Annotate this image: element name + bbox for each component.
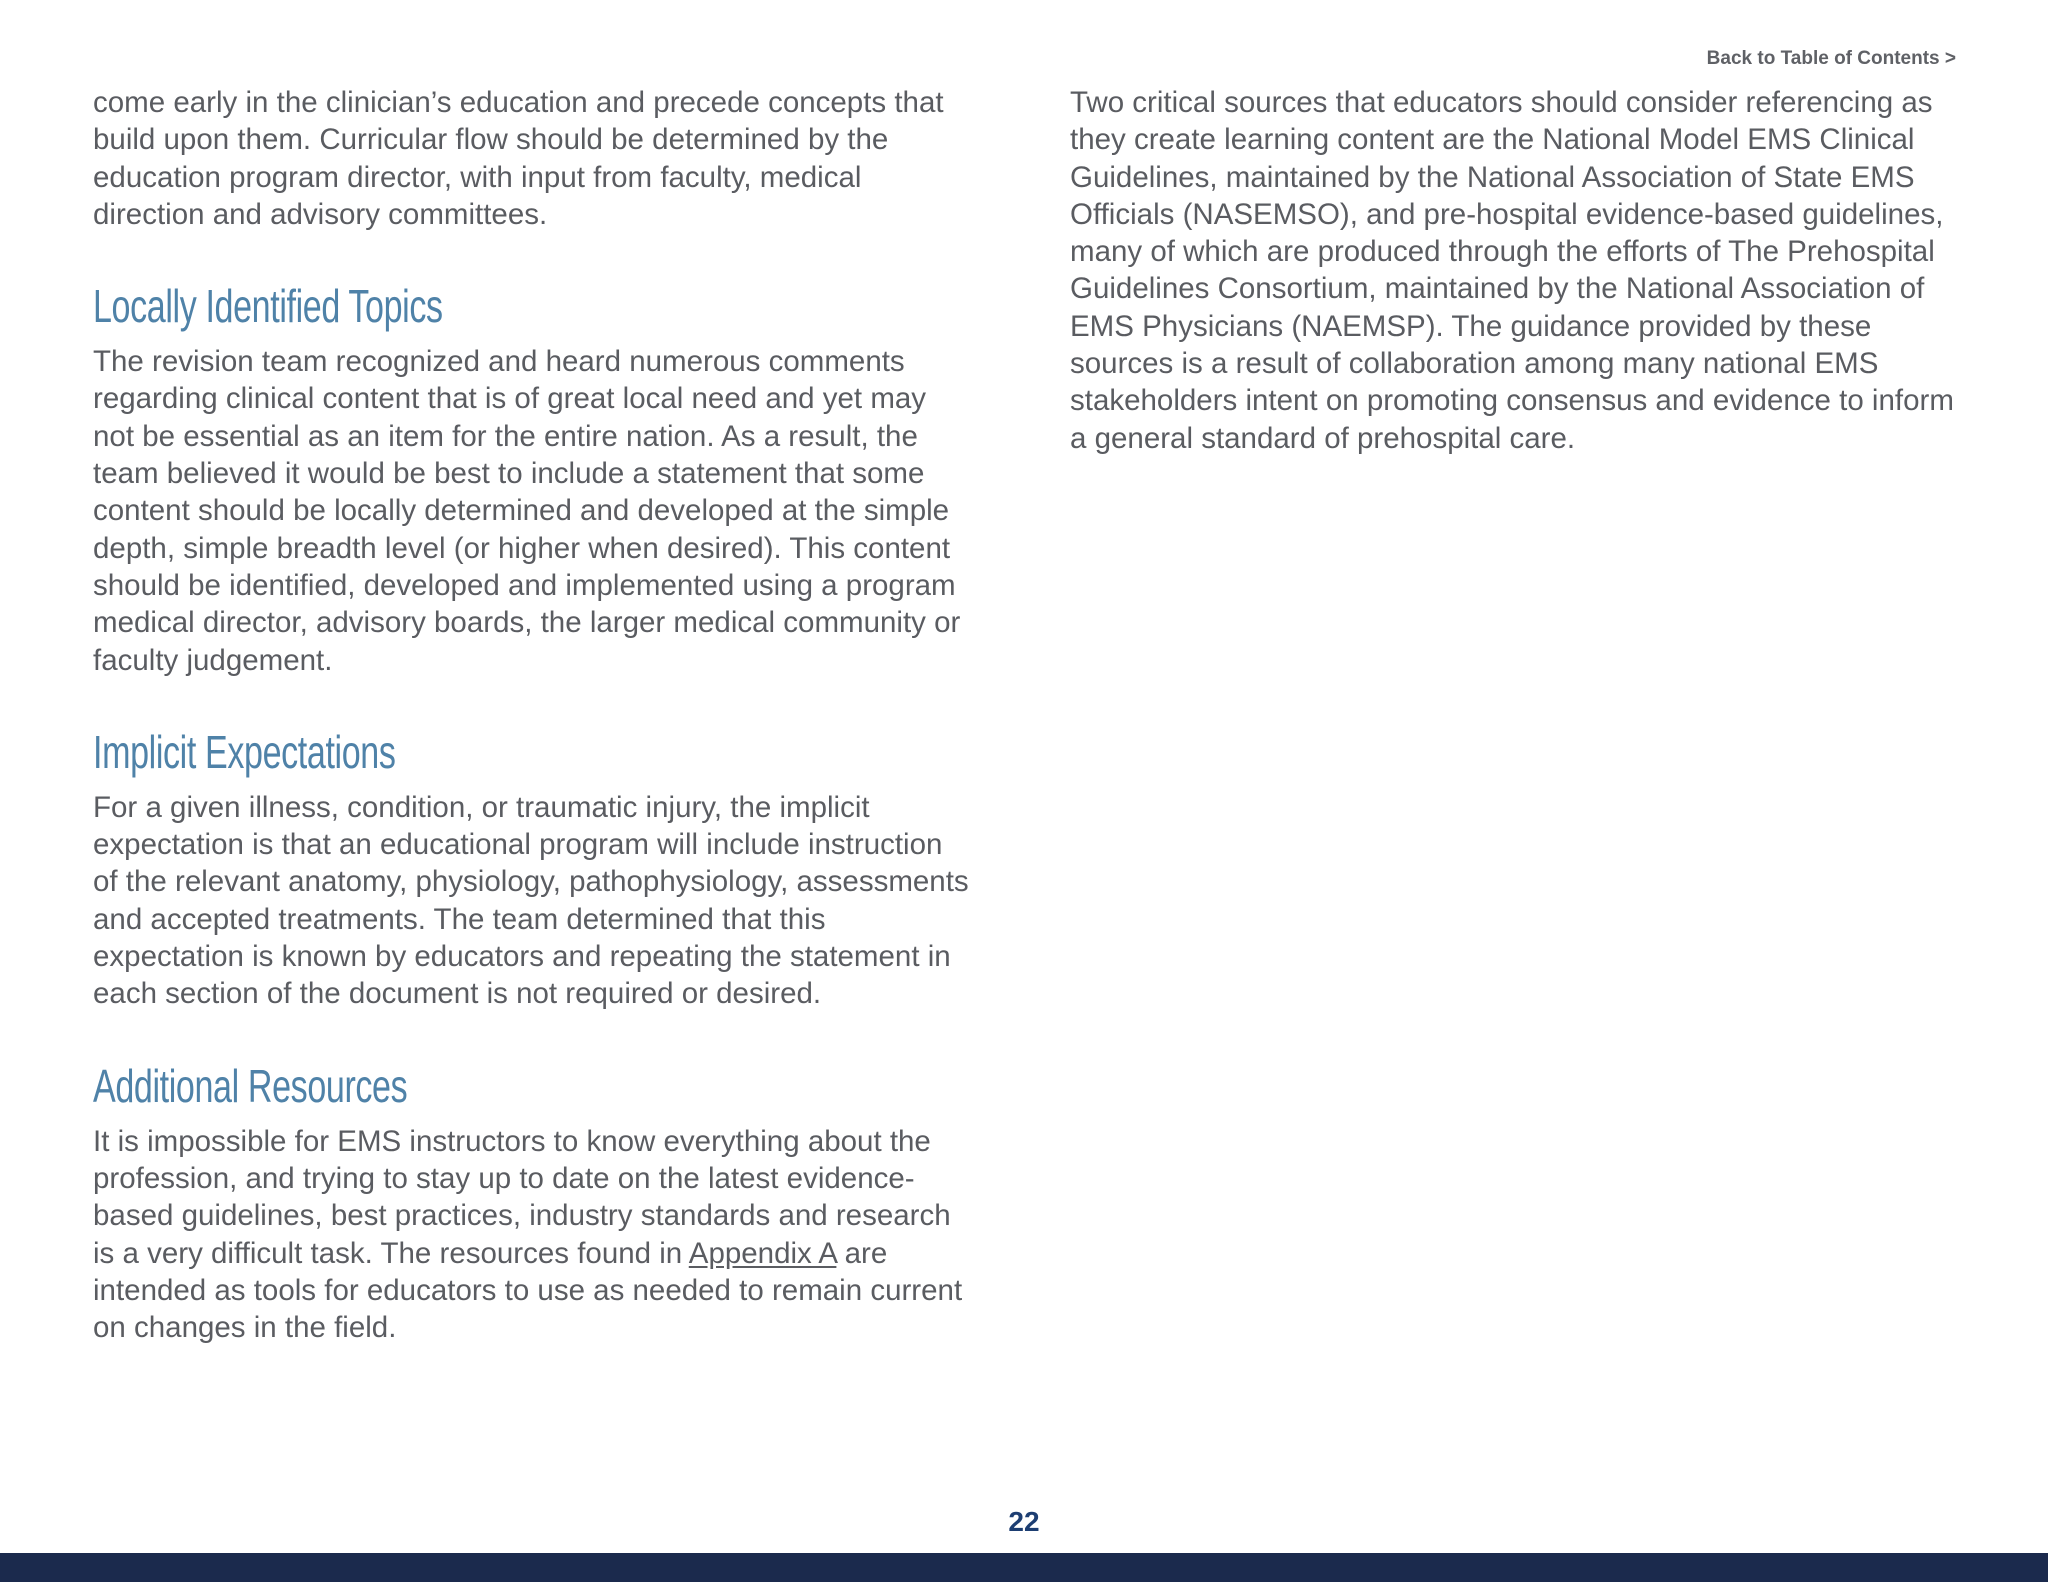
left-column (93, 84, 973, 1346)
appendix-a-link[interactable]: Appendix A (688, 1236, 837, 1270)
footer-bar (0, 1553, 2048, 1582)
section-body-locally-identified-topics: The revision team recognized and heard numerous comments regarding clinical content that is of great local need and yet may not be essential as an item for the entire nation. As a result, the team believed it would be best to include a statement that some content should be locally determined and developed at the simple depth, simple breadth level (or higher when desired). This content should be identified, developed and implemented using a program medical director, advisory boards, the larger medical community or faculty judgement. (93, 345, 961, 677)
intro-paragraph: come early in the clinician’s education and precede concepts that build upon them. Curricular flow should be determined by the education program director, with input from faculty, medical direction and advisory committees. (93, 86, 944, 231)
section-body-additional-resources (93, 1123, 973, 1347)
guidelines-paragraph: Two critical sources that educators should consider referencing as they create learning content are the National Model EMS Clinical Guidelines, maintained by the National Association of State EMS Officials (NASEMSO), and pre-hospital evidence-based guidelines, many of which are produced through the efforts of The Prehospital Guidelines Consortium, maintained by the National Association of EMS Physicians (NAEMSP). The guidance provided by these sources is a result of collaboration among many national EMS stakeholders intent on promoting consensus and evidence to inform a general standard of prehospital care. (1070, 86, 1954, 455)
section-heading-locally-identified-topics: Locally Identified Topics (93, 280, 443, 333)
additional-resources-text-before-link: It is impossible for EMS instructors to know everything about the profession, and trying to stay up to date on the latest evidence-based guidelines, best practices, industry standards and research is a very difficult task. The resources found in (93, 1124, 951, 1270)
back-to-toc-link[interactable]: Back to Table of Contents > (1706, 48, 1956, 69)
section-heading-implicit-expectations: Implicit Expectations (93, 725, 396, 778)
additional-resources-text-after-link: are intended as tools for educators to use as needed to remain current on changes in the field. (93, 1236, 963, 1345)
right-column (1070, 84, 1970, 457)
section-body-implicit-expectations: For a given illness, condition, or traumatic injury, the implicit expectation is that an educational program will include instruction of the relevant anatomy, physiology, pathophysiology, assessments and accepted treatments. The team determined that this expectation is known by educators and repeating the statement in each section of the document is not required or desired. (93, 790, 969, 1011)
page-number: 22 (1008, 1506, 1040, 1537)
section-heading-additional-resources: Additional Resources (93, 1059, 408, 1112)
